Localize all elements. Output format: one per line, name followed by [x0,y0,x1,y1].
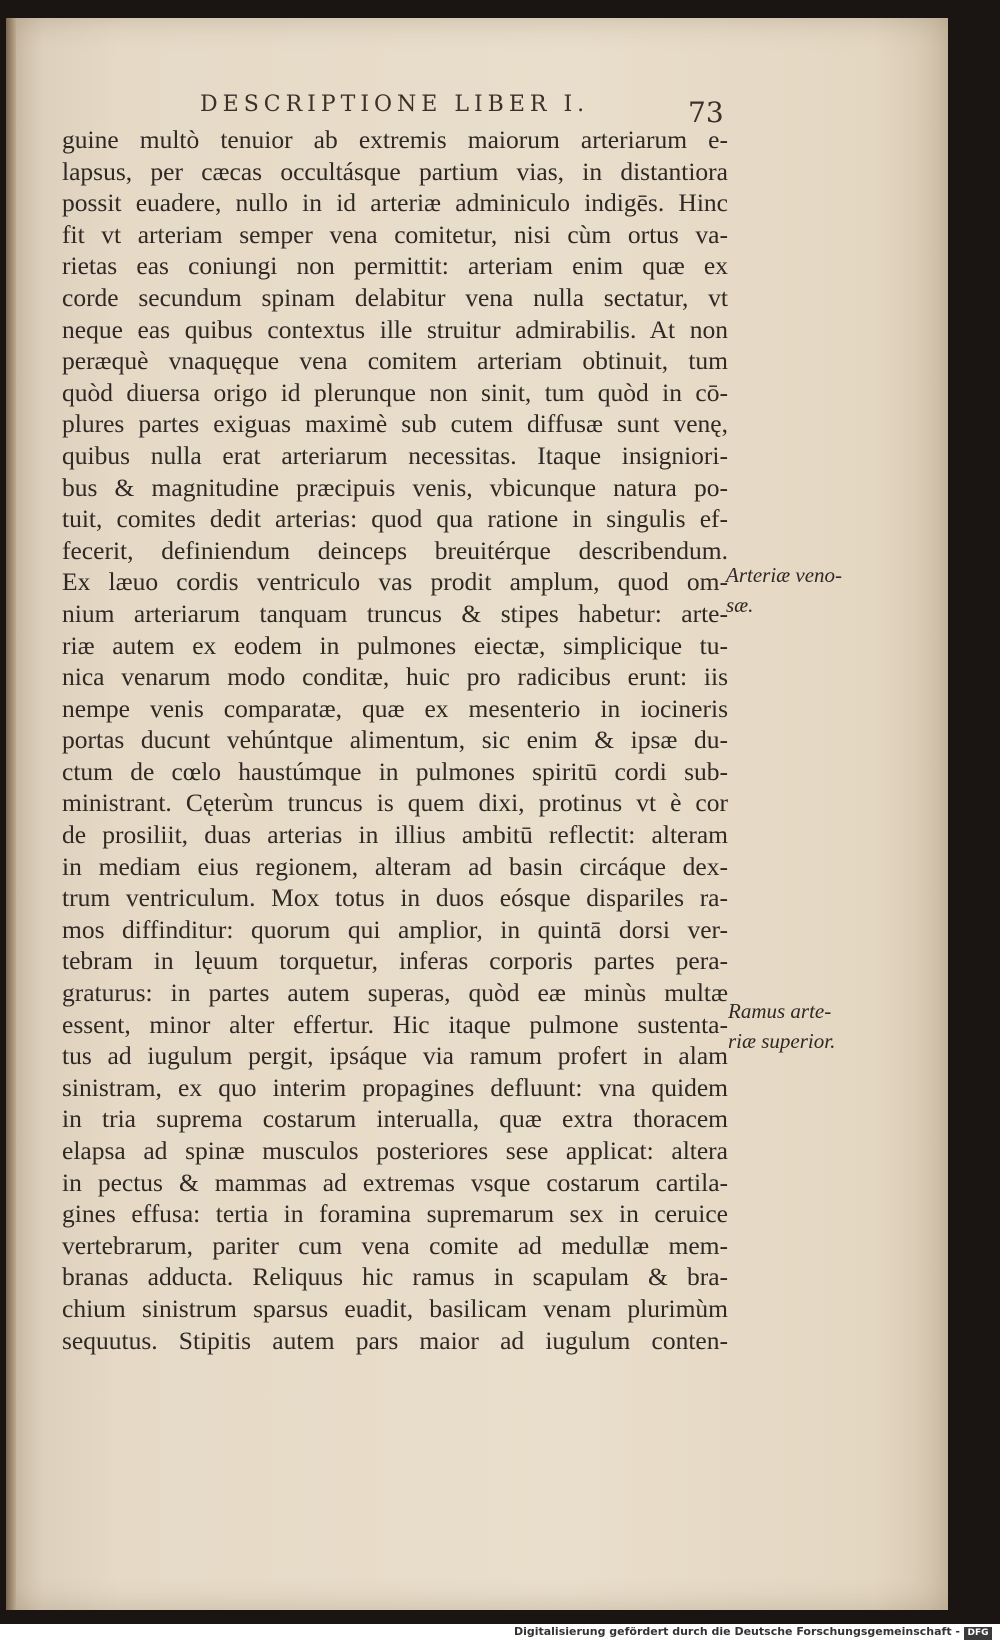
text-line: nica venarum modo conditæ, huic pro radicibus erunt: iis [62,662,728,692]
footer-credit: Digitalisierung gefördert durch die Deutsche Forschungsgemeinschaft - [513,1625,960,1638]
text-line: sinistram, ex quo interim propagines defluunt: vna quidem [62,1072,728,1102]
text-line: portas ducunt vehúntque alimentum, sic enim & ipsæ du- [62,725,728,755]
text-line: bus & magnitudine præcipuis venis, vbicunque natura po- [62,472,728,502]
text-line: plures partes exiguas maximè sub cutem diffusæ sunt venę, [62,409,728,439]
dfg-logo: DFG [964,1627,992,1640]
text-line: elapsa ad spinæ musculos posteriores sese applicat: altera [62,1136,728,1165]
text-line: lapsus, per cæcas occultásque partium vias, in distantiora [62,156,728,186]
marginal-note-line: riæ superior. [728,1029,836,1053]
marginal-note-line: Arteriæ veno- [726,563,843,587]
text-line: ministrant. Cęterùm truncus is quem dixi, protinus vt è cor [62,788,728,818]
text-line: ctum de cœlo haustúmque in pulmones spiritū cordi sub- [62,756,728,786]
text-line: de prosiliit, duas arterias in illius ambitū reflectit: alteram [62,820,728,850]
text-line: Ex læuo cordis ventriculo vas prodit amplum, quod om- [62,567,728,597]
text-line: branas adducta. Reliquus hic ramus in scapulam & bra- [62,1262,728,1292]
running-head: DESCRIPTIONE LIBER I. [200,92,590,117]
text-line: in tria suprema costarum interualla, quæ extra thoracem [62,1104,728,1134]
text-line: essent, minor alter effertur. Hic itaque pulmone sustenta- [62,1009,728,1039]
text-line: trum ventriculum. Mox totus in duos eósque dispariles ra- [62,883,728,913]
marginal-note-line: sæ. [726,593,754,617]
text-line: gines effusa: tertia in foramina supremarum sex in ceruice [62,1199,728,1229]
text-line: nium arteriarum tanquam truncus & stipes habetur: arte- [62,598,728,628]
text-line: tuit, comites dedit arterias: quod qua ratione in singulis ef- [62,504,728,534]
body-text [62,124,728,1356]
text-line: chium sinistrum sparsus euadit, basilicam venam plurimùm [62,1293,728,1323]
text-line: riæ autem ex eodem in pulmones eiectæ, simplicique tu- [62,630,728,660]
text-line: corde secundum spinam delabitur vena nulla sectatur, vt [62,282,728,312]
text-line: quibus nulla erat arteriarum necessitas. Itaque insigniori- [62,440,728,470]
text-line: in mediam eius regionem, alteram ad basin circáque dex- [62,851,728,881]
page-spine-shadow [6,18,16,1610]
marginal-note-ramus-arteriae [728,996,835,1056]
text-line: peræquè vnaquęque vena comitem arteriam obtinuit, tum [62,346,728,376]
text-line: mos diffinditur: quorum qui amplior, in quintā dorsi ver- [62,914,728,944]
marginal-note-line: Ramus arte- [728,999,832,1023]
text-line: tus ad iugulum pergit, ipsáque via ramum profert in alam [62,1041,728,1071]
text-line: quòd diuersa origo id plerunque non sinit, tum quòd in cō- [62,377,728,407]
text-line: sequutus. Stipitis autem pars maior ad iugulum conten- [62,1325,728,1355]
marginal-note-arteria-venosa [726,560,842,620]
text-line: in pectus & mammas ad extremas vsque costarum cartila- [62,1167,728,1197]
text-line: fecerit, definiendum deinceps breuitérque describendum. [62,535,728,565]
text-line: possit euadere, nullo in id arteriæ adminiculo indigēs. Hinc [62,188,728,218]
text-line: rietas eas coniungi non permittit: arteriam enim quæ ex [62,251,728,281]
page-number: 73 [688,96,724,129]
text-line: graturus: in partes autem superas, quòd eæ minùs multæ [62,978,728,1008]
text-line: vertebrarum, pariter cum vena comite ad medullæ mem- [62,1230,728,1260]
text-line: neque eas quibus contextus ille struitur admirabilis. At non [62,314,728,344]
text-line: tebram in lęuum torquetur, inferas corporis partes pera- [62,946,728,976]
text-line: guine multò tenuior ab extremis maiorum arteriarum e- [62,125,728,154]
text-line: nempe venis comparatæ, quæ ex mesenterio in iocineris [62,693,728,723]
text-line: fit vt arteriam semper vena comitetur, nisi cùm ortus va- [62,219,728,249]
